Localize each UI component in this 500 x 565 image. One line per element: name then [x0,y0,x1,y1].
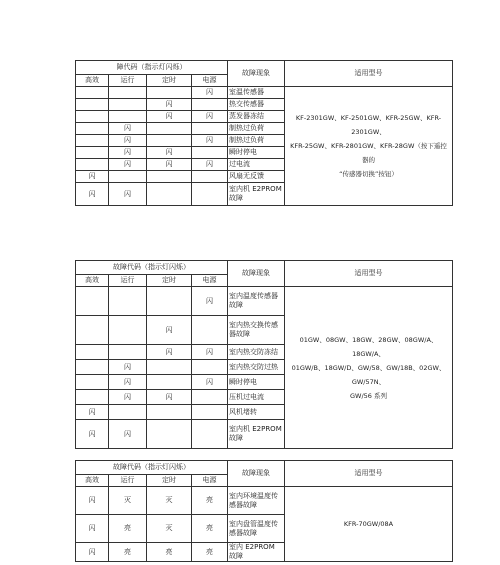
fault-code-table-1 [75,60,453,206]
cell-run: 闪 [109,159,147,171]
cell-run: 闪 [109,147,147,159]
cell-phenomenon: 制热过负荷 [228,123,285,135]
models-line: GW/56 系列 [350,391,387,400]
cell-power [192,405,228,420]
col-header-run: 运行 [109,75,147,87]
cell-run: 闪 [109,420,147,449]
table-row [76,287,453,316]
cell-phenomenon: 蒸发器冻结 [228,111,285,123]
cell-phenomenon: 室内热交防过热 [228,360,285,375]
models-header: 适用型号 [285,461,453,487]
models-header: 适用型号 [285,261,453,287]
cell-timer [147,123,192,135]
cell-power [192,390,228,405]
cell-power: 闪 [192,111,228,123]
cell-power: 闪 [192,287,228,316]
cell-phenomenon: 室内盘管温度传感器故障 [228,515,285,543]
cell-phenomenon: 风扇无反馈 [228,171,285,183]
cell-power: 闪 [192,135,228,147]
fault-code-table-3 [75,460,453,562]
cell-timer [147,375,192,390]
col-header-power: 电源 [192,475,228,487]
models-line: 01GW/B、18GW/D、GW/58、GW/18B、02GW、GW/57N、 [291,363,446,386]
cell-high-efficiency: 闪 [76,487,109,515]
cell-high-efficiency [76,147,109,159]
cell-high-efficiency [76,159,109,171]
cell-power [192,316,228,345]
col-header-timer: 定时 [147,75,192,87]
cell-run [109,111,147,123]
cell-power [192,171,228,183]
cell-timer [147,135,192,147]
cell-run: 闪 [109,183,147,206]
cell-power: 亮 [192,543,228,562]
cell-timer: 闪 [147,99,192,111]
cell-high-efficiency [76,111,109,123]
cell-timer: 灭 [147,487,192,515]
cell-run [109,287,147,316]
cell-phenomenon: 室温传感器 [228,87,285,99]
models-cell [285,87,453,206]
table-row [76,487,453,515]
cell-high-efficiency [76,123,109,135]
cell-high-efficiency [76,345,109,360]
cell-timer: 亮 [147,543,192,562]
cell-power: 闪 [192,375,228,390]
cell-phenomenon: 室内热交防冻结 [228,345,285,360]
cell-power [192,420,228,449]
cell-run: 闪 [109,375,147,390]
cell-power [192,99,228,111]
fault-code-group-header: 故障代码（指示灯闪烁） [76,461,228,475]
cell-phenomenon: 室内热交换传感器故障 [228,316,285,345]
cell-power [192,147,228,159]
cell-power: 闪 [192,159,228,171]
cell-phenomenon: 压机过电流 [228,390,285,405]
cell-run [109,171,147,183]
cell-high-efficiency [76,287,109,316]
cell-power [192,123,228,135]
cell-high-efficiency [76,360,109,375]
col-header-timer: 定时 [147,275,192,287]
cell-phenomenon: 瞬时停电 [228,147,285,159]
cell-phenomenon: 室内环境温度传感器故障 [228,487,285,515]
cell-phenomenon: 室内温度传感器故障 [228,287,285,316]
table-row [76,87,453,99]
fault-phenomenon-header: 故障现象 [228,261,285,287]
cell-timer [147,405,192,420]
cell-run [109,405,147,420]
models-line: KFR-70GW/08A [343,520,394,528]
cell-phenomenon: 瞬时停电 [228,375,285,390]
fault-code-group-header: 障代码（指示灯闪烁） [76,61,228,75]
models-header: 适用型号 [285,61,453,87]
col-header-run: 运行 [109,275,147,287]
cell-power: 闪 [192,345,228,360]
cell-high-efficiency [76,390,109,405]
cell-high-efficiency [76,316,109,345]
cell-high-efficiency: 闪 [76,515,109,543]
cell-high-efficiency: 闪 [76,420,109,449]
fault-code-group-header: 故障代码（指示灯闪烁） [76,261,228,275]
cell-timer: 闪 [147,147,192,159]
col-header-run: 运行 [109,475,147,487]
cell-run [109,345,147,360]
cell-run [109,99,147,111]
cell-run: 亮 [109,543,147,562]
cell-run [109,316,147,345]
cell-high-efficiency: 闪 [76,171,109,183]
cell-high-efficiency [76,135,109,147]
cell-phenomenon: 室内机 E2PROM 故障 [228,183,285,206]
models-line: KF-2301GW、KF-2501GW、KFR-25GW、KFR-2301GW、 [295,114,442,136]
col-header-high-efficiency: 高效 [76,475,109,487]
col-header-high-efficiency: 高效 [76,275,109,287]
cell-power: 闪 [192,87,228,99]
models-line: KFR-25GW、KFR-2801GW、KFR-28GW（按下遥控器的 [290,142,447,164]
cell-power [192,183,228,206]
cell-timer: 灭 [147,515,192,543]
cell-timer [147,183,192,206]
cell-high-efficiency: 闪 [76,405,109,420]
cell-phenomenon: 热交传感器 [228,99,285,111]
cell-timer: 闪 [147,316,192,345]
cell-run: 灭 [109,487,147,515]
cell-power: 亮 [192,515,228,543]
models-cell [285,287,453,449]
cell-high-efficiency [76,99,109,111]
cell-timer: 闪 [147,111,192,123]
col-header-timer: 定时 [147,475,192,487]
cell-timer [147,171,192,183]
cell-power [192,360,228,375]
cell-timer: 闪 [147,159,192,171]
cell-high-efficiency: 闪 [76,543,109,562]
cell-high-efficiency: 闪 [76,183,109,206]
cell-timer [147,287,192,316]
col-header-power: 电源 [192,75,228,87]
cell-run: 闪 [109,135,147,147]
cell-run: 闪 [109,360,147,375]
cell-high-efficiency [76,87,109,99]
cell-phenomenon: 室内机 E2PROM 故障 [228,420,285,449]
cell-timer [147,360,192,375]
cell-timer: 闪 [147,390,192,405]
models-line: 01GW、08GW、18GW、28GW、08GW/A、18GW/A、 [299,335,438,358]
fault-phenomenon-header: 故障现象 [228,461,285,487]
cell-run: 亮 [109,515,147,543]
cell-run: 闪 [109,123,147,135]
cell-phenomenon: 制热过负荷 [228,135,285,147]
cell-timer [147,420,192,449]
cell-run [109,87,147,99]
fault-phenomenon-header: 故障现象 [228,61,285,87]
col-header-high-efficiency: 高效 [76,75,109,87]
cell-high-efficiency [76,375,109,390]
models-cell [285,487,453,562]
cell-phenomenon: 风机堵转 [228,405,285,420]
col-header-power: 电源 [192,275,228,287]
cell-timer: 闪 [147,345,192,360]
cell-phenomenon: 室内 E2PROM 故障 [228,543,285,562]
cell-power: 亮 [192,487,228,515]
cell-phenomenon: 过电流 [228,159,285,171]
cell-timer [147,87,192,99]
models-line: “传感器切换”按钮） [339,170,398,178]
fault-code-table-2 [75,260,453,449]
cell-run: 闪 [109,390,147,405]
